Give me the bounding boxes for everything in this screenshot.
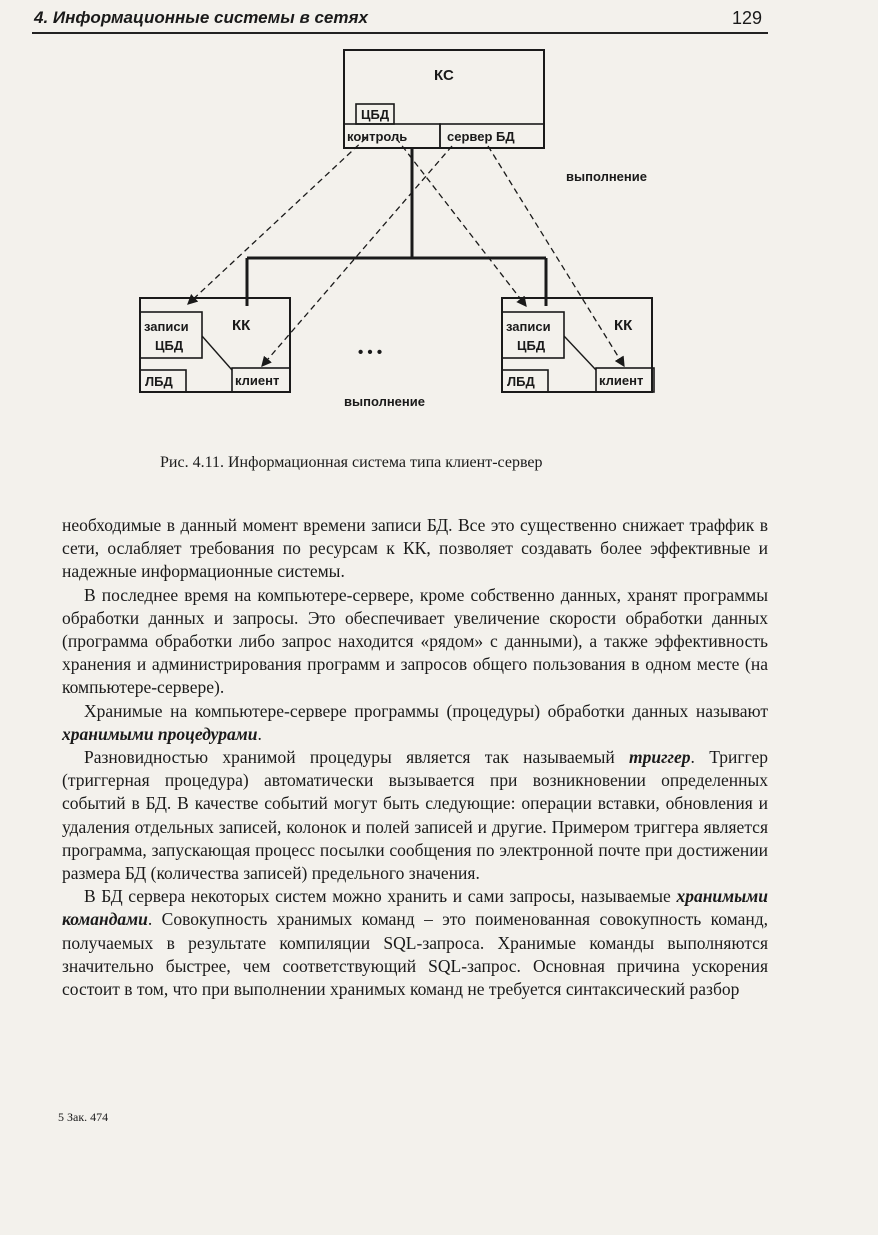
body-text bbox=[62, 514, 768, 1001]
client-left-label: КК bbox=[232, 317, 251, 334]
client-left-client-label: клиент bbox=[235, 373, 280, 388]
paragraph bbox=[62, 746, 768, 885]
paragraph-text: В последнее время на компьютере-сервере, кроме собственно данных, хранят программы обработки данных и запросы. Это обеспечивает увеличение скорости обработки данных (программа обработки либо запрос находится «рядом» с данными), а также эффективность хранения и администрирования программ и запросов общего пользования в одном месте (на компьютере-сервере). bbox=[62, 584, 768, 698]
page-number: 129 bbox=[731, 8, 762, 28]
client-server-diagram bbox=[0, 0, 878, 460]
paragraph bbox=[62, 514, 768, 584]
paragraph-text: В БД сервера некоторых систем можно хранить и сами запросы, называемые bbox=[84, 886, 677, 907]
page-footer: 5 Зак. 474 bbox=[58, 1110, 109, 1124]
client-right-link bbox=[564, 336, 596, 370]
client-right-label: КК bbox=[614, 317, 633, 334]
server-label: КС bbox=[434, 67, 454, 84]
client-left-ldb-label: ЛБД bbox=[145, 374, 173, 389]
paragraph bbox=[62, 700, 768, 746]
client-right-ldb-label: ЛБД bbox=[507, 374, 535, 389]
dbserver-label: сервер БД bbox=[447, 129, 515, 144]
server-db-label: ЦБД bbox=[361, 107, 390, 122]
client-right-client-label: клиент bbox=[599, 373, 644, 388]
client-right-records-line2: ЦБД bbox=[517, 338, 546, 353]
arrow-control-to-left-records bbox=[188, 138, 366, 304]
more-clients-ellipsis: • • • bbox=[358, 344, 383, 361]
paragraph bbox=[62, 885, 768, 1001]
paragraph-text: . Триггер (триггерная процедура) автоматически вызывается при возникновении определенных событий в БД. В качестве событий могут быть следующие: операции вставки, обновления и удаления отдельных записей, колонок и полей записей и другие. Примером триггера является программа, запускающая процесс посылки сообщения по электронной почте при достижении размера БД (количества записей) предельного значения. bbox=[62, 747, 768, 884]
term: хранимыми процедурами bbox=[62, 723, 258, 744]
paragraph-text: необходимые в данный момент времени записи БД. Все это существенно снижает траффик в сети, ослабляет требования по ресурсам к КК, позволяет создавать более эффективные и надежные информационные системы. bbox=[62, 515, 768, 582]
figure-caption: Рис. 4.11. Информационная система типа клиент-сервер bbox=[160, 454, 543, 471]
client-left-records-line2: ЦБД bbox=[155, 338, 184, 353]
client-left-link bbox=[202, 336, 232, 370]
paragraph-text: Разновидностью хранимой процедуры является так называемый bbox=[84, 747, 629, 768]
paragraph-text: . bbox=[257, 723, 262, 744]
running-title: 4. Информационные системы в сетях bbox=[34, 8, 368, 27]
client-right-records-line1: записи bbox=[506, 319, 551, 334]
term: триггер bbox=[629, 747, 691, 768]
server-execution-label: выполнение bbox=[566, 169, 647, 184]
term: хранимыми командами bbox=[62, 886, 768, 930]
paragraph bbox=[62, 584, 768, 700]
arrow-control-to-right-records bbox=[396, 138, 526, 306]
bottom-execution-label: выполнение bbox=[344, 394, 425, 409]
control-label: контроль bbox=[347, 129, 408, 144]
client-left-records-line1: записи bbox=[144, 319, 189, 334]
paragraph-text: . Совокупность хранимых команд – это поименованная совокупность команд, получаемых в результате компиляции SQL-запроса. Хранимые команды выполняются значительно быстрее, чем соответствующий SQL-запрос. Основная причина ускорения состоит в том, что при выполнении хранимых команд не требуется синтаксический разбор bbox=[62, 909, 768, 1000]
paragraph-text: Хранимые на компьютере-сервере программы (процедуры) обработки данных называют bbox=[84, 700, 768, 721]
